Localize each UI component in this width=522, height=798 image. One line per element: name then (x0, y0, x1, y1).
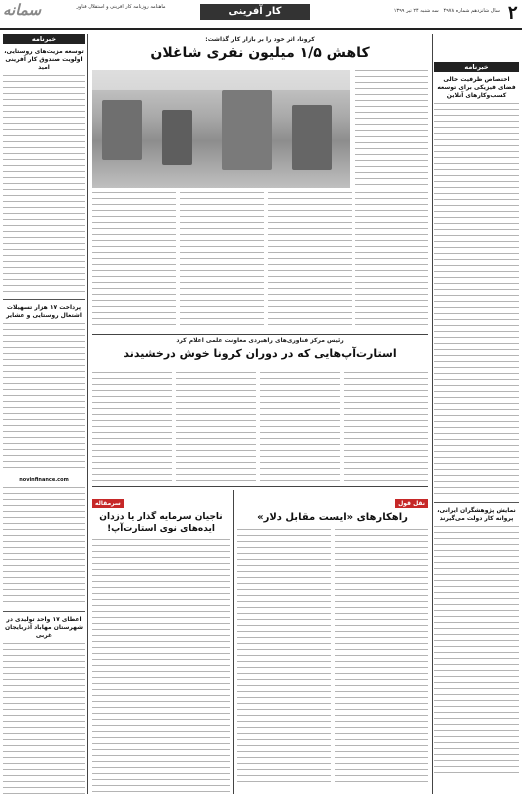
quote-body-col2 (237, 529, 331, 784)
right-column-bar: خبرنامه (434, 62, 519, 72)
top-story-body-col4 (355, 192, 428, 330)
middle-story-heading (92, 337, 428, 371)
left-item3-body (3, 643, 85, 794)
middle-story-body-col1 (92, 372, 172, 482)
right-item2-body (434, 526, 519, 776)
top-story-photo (92, 70, 350, 188)
middle-story-headline: استارت‌آپ‌هایی که در دوران کرونا خوش درخشیدند (123, 347, 397, 360)
top-story-body-col3 (268, 192, 352, 330)
right-vertical-rule (432, 34, 433, 794)
top-story-body-col2 (180, 192, 264, 330)
middle-divider (92, 334, 428, 335)
top-story-body-right (355, 70, 428, 190)
issue-info: سال شانزدهم شماره ۴۹۷۸ سه شنبه ۲۴ تیر ۱۳۹۹ (393, 8, 500, 14)
bottom-vertical-rule (233, 490, 234, 794)
left-news-column (3, 34, 85, 794)
middle-story-body-col2 (176, 372, 256, 482)
left-divider-1 (3, 299, 85, 300)
masthead (0, 0, 522, 30)
left-item3-title: اعطای ۱۷ واحد تولیدی در شهرستان مهاباد آذربایجان غربی (4, 616, 84, 639)
top-story-body-col1 (92, 192, 176, 330)
middle-story-body-col3 (260, 372, 340, 482)
editorial-tag: سرمقاله (92, 499, 124, 508)
left-item1-body (3, 75, 85, 295)
left-item2-title: پرداخت ۱۷ هزار تسهیلات اشتغال روستایی و عشایر (6, 304, 82, 319)
header-subtitle: ماهنامه روزنامه کار آفرینی و استقلال فناور (76, 4, 166, 10)
top-story-heading (92, 34, 428, 66)
section-title: کار آفرینی (200, 4, 310, 20)
left-divider-2 (3, 611, 85, 612)
left-vertical-rule (87, 34, 88, 794)
right-item1-title: اختصاص ظرفیت خالی فضای فیزیکی برای توسعه کسب‌وکارهای آنلاین (437, 76, 516, 99)
top-story-headline: کاهش ۱/۵ میلیون نفری شاغلان (150, 45, 370, 61)
right-news-column (434, 34, 519, 794)
right-item2-title: نمایش پژوهشگران ایرانی، پروانه کار دولت می‌گیرند (437, 507, 516, 522)
editorial-body (92, 539, 230, 794)
left-item2-body-cont (3, 487, 85, 607)
middle-story-body-col4 (344, 372, 428, 482)
quote-section (237, 490, 428, 794)
left-item2-body (3, 323, 85, 473)
editorial-headline: ناجیان سرمایه گذار یا دزدان ایده‌های نوی استارت‌آپ! (99, 512, 223, 534)
left-url: novinfinance.com (19, 477, 69, 483)
quote-tag: نقل قول (395, 499, 428, 508)
bottom-divider (92, 486, 428, 487)
middle-story-kicker: رئیس مرکز فناوری‌های راهبردی معاونت علمی اعلام کرد (176, 337, 344, 344)
photo-figure (162, 110, 192, 165)
quote-body-col1 (335, 529, 429, 784)
photo-figure (102, 100, 142, 160)
quote-headline: راهکارهای «ایست مقابل دلار» (257, 512, 408, 523)
newspaper-logo: سمانه (3, 1, 42, 19)
left-item1-title: توسعه مزیت‌های روستایی، اولویت صندوق کار آفرینی امید (4, 48, 84, 71)
top-story-kicker: کرونا، اثر خود را بر بازار کار گذاشت: (205, 36, 315, 43)
right-divider (434, 502, 519, 503)
page-number: ۲ (507, 3, 518, 24)
right-item1-body (434, 103, 519, 498)
photo-figure (292, 105, 332, 170)
photo-figure (222, 90, 272, 170)
left-column-bar: خبرنامه (3, 34, 85, 44)
editorial-section (92, 490, 230, 794)
